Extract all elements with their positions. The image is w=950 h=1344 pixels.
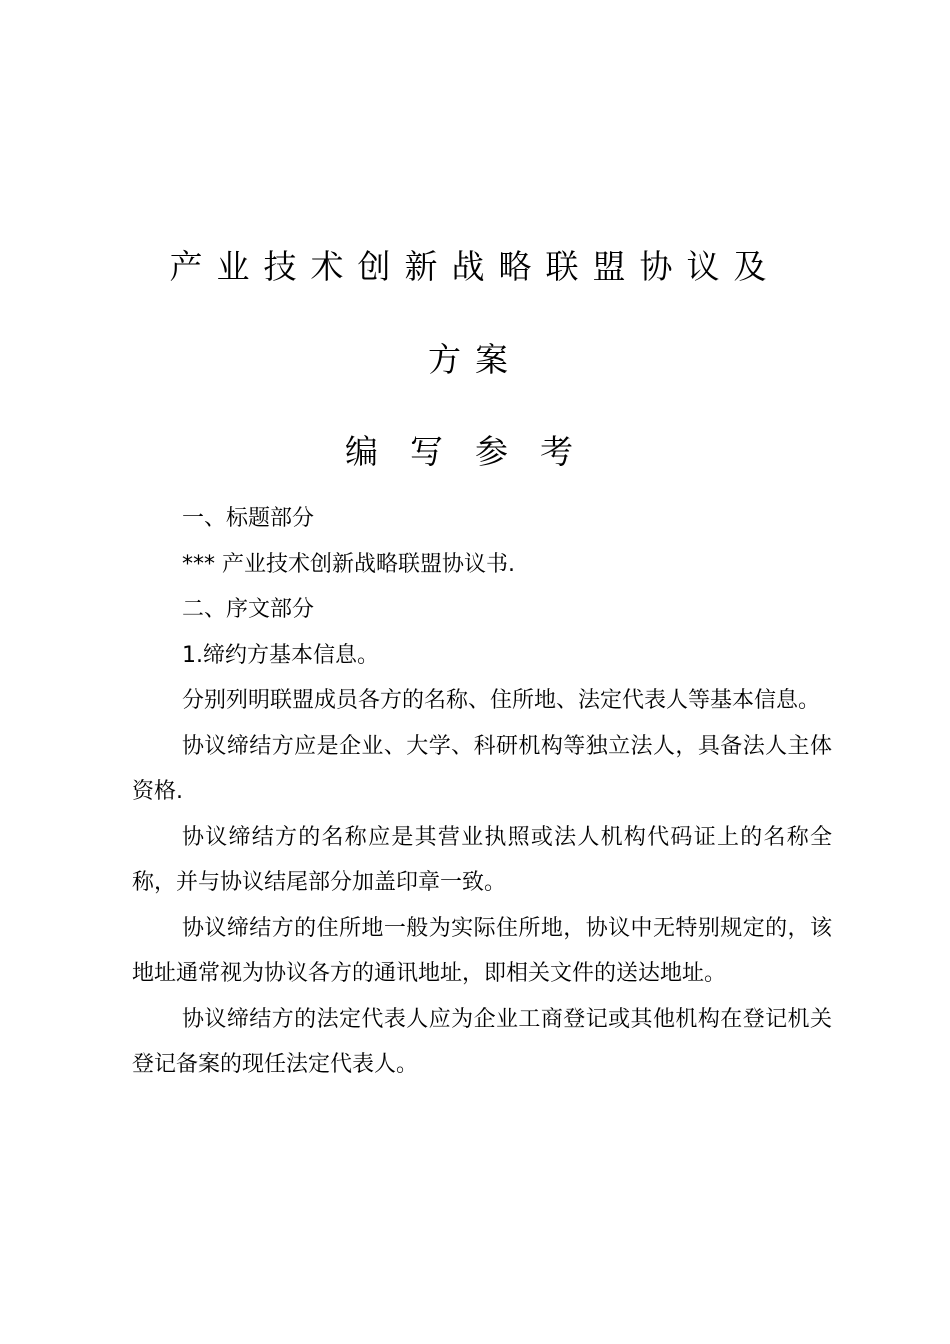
document-title-line-1: 产业技术创新战略联盟协议及 <box>169 247 781 286</box>
document-subtitle: 编写参考 <box>345 432 605 471</box>
subsection-heading-parties: 1.缔约方基本信息。 <box>182 642 379 668</box>
paragraph: 协议缔结方的名称应是其营业执照或法人机构代码证上的名称全称，并与协议结尾部分加盖印章一致。 <box>132 824 832 895</box>
agreement-name-line: *** 产业技术创新战略联盟协议书. <box>182 551 515 577</box>
document-body <box>132 496 832 1088</box>
paragraph: 协议缔结方的法定代表人应为企业工商登记或其他机构在登记机关登记备案的现任法定代表人。 <box>132 1006 832 1077</box>
paragraph: 协议缔结方应是企业、大学、科研机构等独立法人，具备法人主体资格. <box>132 733 832 804</box>
paragraph: 协议缔结方的住所地一般为实际住所地，协议中无特别规定的，该地址通常视为协议各方的通讯地址，即相关文件的送达地址。 <box>132 915 832 986</box>
section-heading-preamble: 二、序文部分 <box>182 597 315 622</box>
section-heading-title: 一、标题部分 <box>182 506 315 531</box>
paragraph: 分别列明联盟成员各方的名称、住所地、法定代表人等基本信息。 <box>182 688 821 713</box>
document-title-line-2: 方案 <box>428 340 522 379</box>
